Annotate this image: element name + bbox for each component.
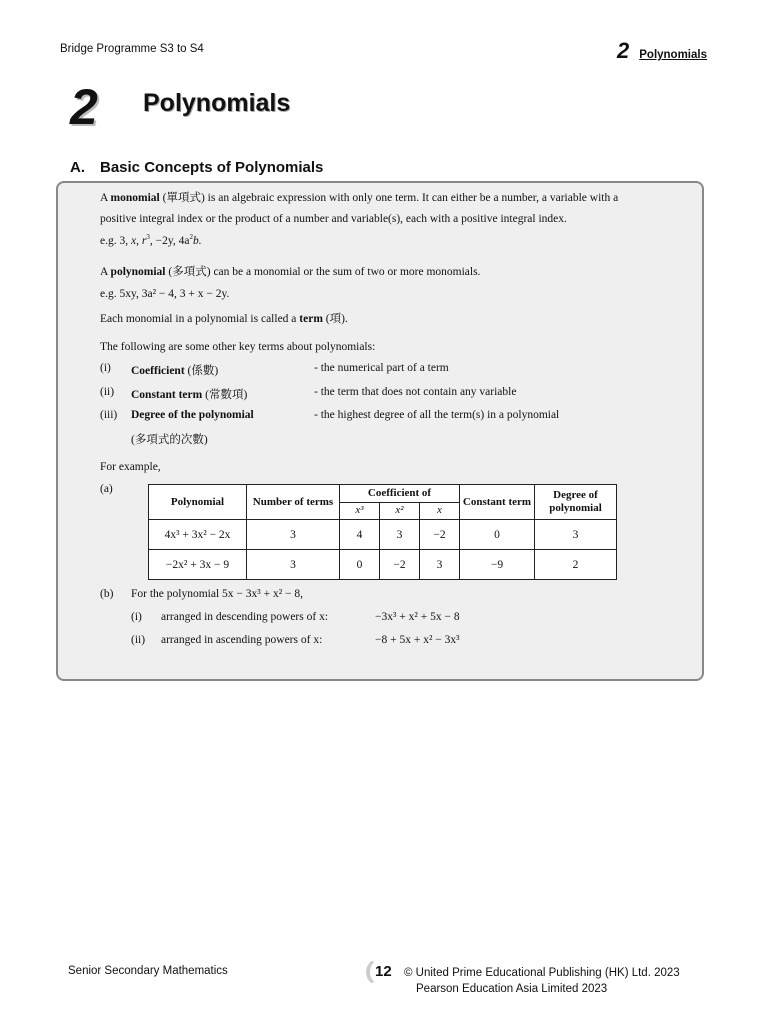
example-b-item-expr: −3x³ + x² + 5x − 8	[375, 611, 460, 623]
chapter-number: 2	[70, 79, 98, 135]
section-title: Basic Concepts of Polynomials	[100, 159, 324, 176]
key-term-coefficient: Coefficient (係數)	[131, 365, 219, 377]
example-b-item-num: (ii)	[131, 634, 146, 646]
section-heading	[70, 159, 323, 176]
monomial-examples: e.g. 3, x, $r^3$, −2y, $4a^2b$.	[100, 233, 202, 247]
key-term-desc: - the numerical part of a term	[314, 362, 449, 374]
polynomial-examples: e.g. 5xy, 3a² − 4, 3 + x − 2y.	[100, 288, 230, 300]
polynomial-table	[148, 484, 617, 580]
key-terms-intro: The following are some other key terms about polynomials:	[100, 341, 376, 353]
example-b-item-desc: arranged in descending powers of x:	[161, 611, 329, 623]
table-row: 4x³ + 3x² − 2x 3 4 3 −2 0 3	[149, 520, 617, 550]
term-definition: Each monomial in a polynomial is called a term (項).	[100, 313, 348, 325]
section-label: A.	[70, 159, 85, 176]
polynomial-definition: A polynomial (多項式) can be a monomial or the sum of two or more monomials.	[100, 266, 481, 278]
key-term-degree: Degree of the polynomial	[131, 409, 254, 421]
example-b-label: (b)	[100, 588, 114, 600]
key-term-degree-chinese: (多項式的次數)	[131, 434, 208, 446]
footer-copyright: © United Prime Educational Publishing (HK) Ltd. 2023 Pearson Education Asia Limited 2023	[404, 967, 680, 995]
th-polynomial: Polynomial	[149, 485, 247, 520]
example-b-item-num: (i)	[131, 611, 142, 623]
example-a-label: (a)	[100, 483, 113, 495]
key-term-constant: Constant term (常數項)	[131, 389, 248, 401]
th-constant: Constant term	[460, 485, 535, 520]
th-x3: x³	[340, 502, 380, 520]
th-degree: Degree of polynomial	[535, 485, 617, 520]
key-term-desc: - the highest degree of all the term(s) in a polynomial	[314, 409, 560, 421]
key-term-num: (i)	[100, 362, 111, 374]
monomial-definition-line2: positive integral index or the product of a number and variable(s), each with a positive integral index.	[100, 213, 567, 225]
table-row: −2x² + 3x − 9 3 0 −2 3 −9 2	[149, 550, 617, 580]
th-x: x	[420, 502, 460, 520]
th-coefficient: Coefficient of	[340, 485, 460, 503]
th-num-terms: Number of terms	[247, 485, 340, 520]
example-intro: For example,	[100, 461, 161, 473]
th-x2: x²	[380, 502, 420, 520]
page-number: 12	[366, 958, 398, 990]
example-b-item-desc: arranged in ascending powers of x:	[161, 634, 323, 646]
running-header-left: Bridge Programme S3 to S4	[60, 43, 204, 55]
monomial-definition: A monomial (單項式) is an algebraic expression with only one term. It can either be a number, a variable with a	[100, 192, 619, 204]
header-chapter-title: Polynomials	[639, 49, 707, 61]
header-chapter-number: 2	[617, 38, 630, 63]
running-header-right	[617, 38, 707, 64]
example-b-item-expr: −8 + 5x + x² − 3x³	[375, 634, 460, 646]
monomial-term: monomial	[110, 192, 160, 204]
key-term-desc: - the term that does not contain any variable	[314, 386, 517, 398]
key-term-num: (ii)	[100, 386, 115, 398]
footer-book-title: Senior Secondary Mathematics	[68, 965, 228, 977]
polynomial-term: polynomial	[110, 266, 166, 278]
chapter-title: Polynomials	[143, 89, 291, 117]
example-b-text: For the polynomial 5x − 3x³ + x² − 8,	[131, 588, 304, 600]
key-term-num: (iii)	[100, 409, 118, 421]
